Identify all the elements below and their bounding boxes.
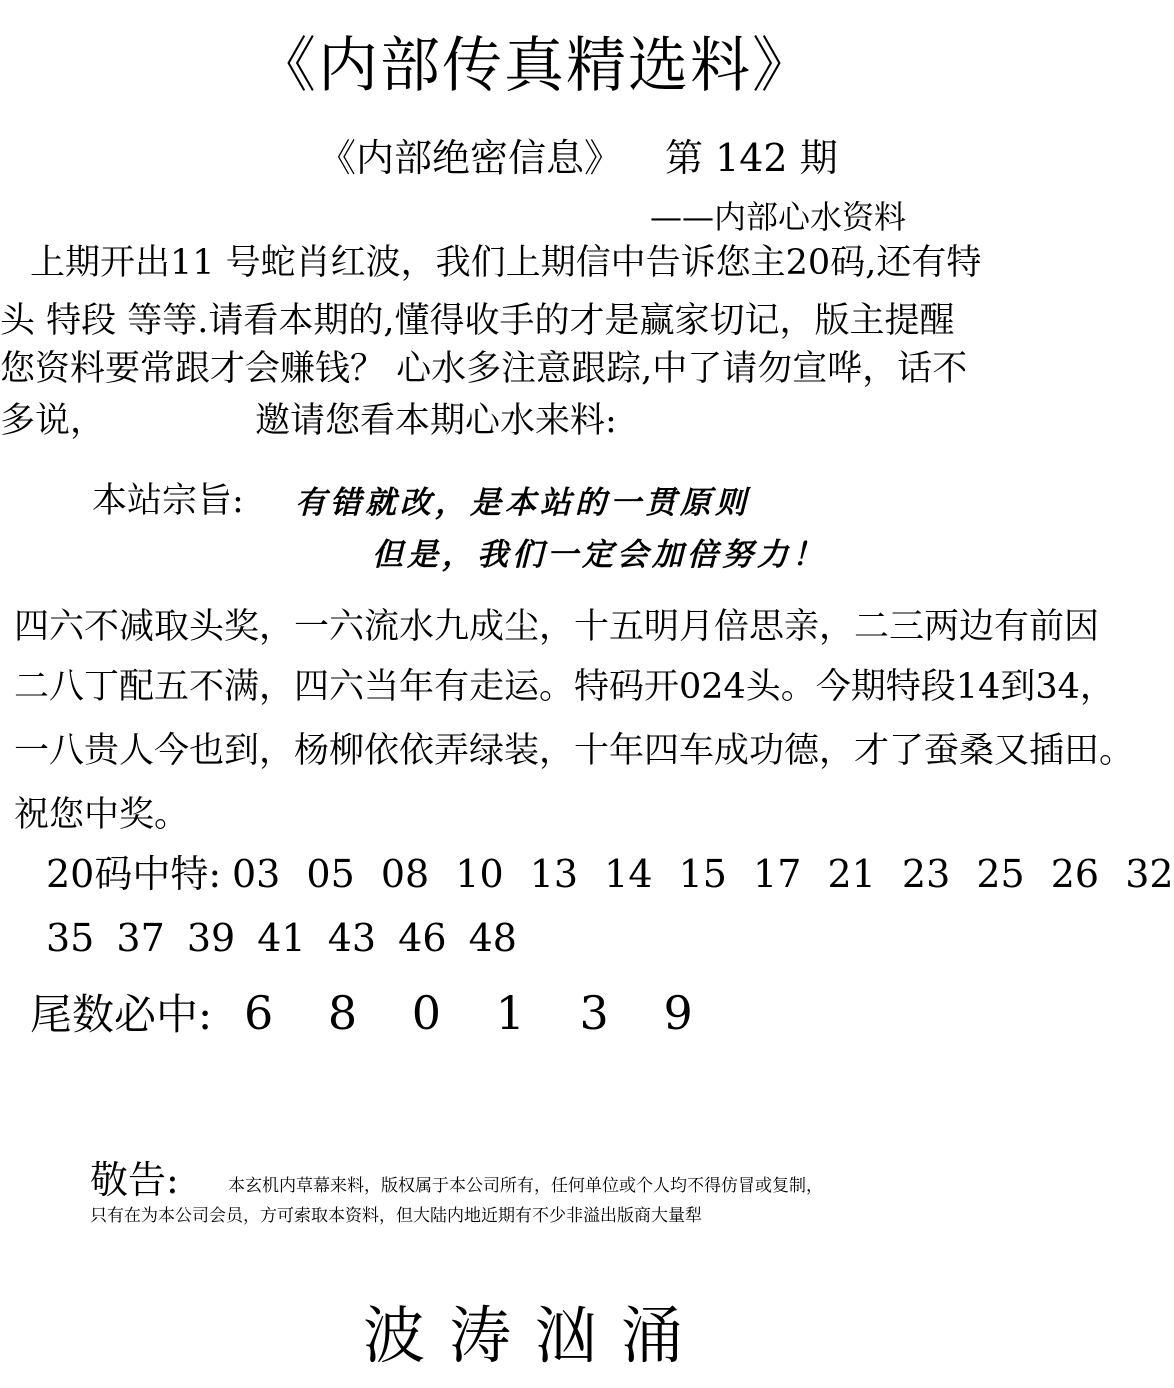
- intro-line: 头 特段 等等.请看本期的,懂得收手的才是赢家切记，版主提醒: [0, 301, 955, 341]
- intro-line: 您资料要常跟才会赚钱？ 心水多注意跟踪,中了请勿宣哗，话不: [0, 349, 968, 389]
- page-title: 《内部传真精选料》: [256, 31, 814, 101]
- issue-number: 第 142 期: [665, 136, 838, 180]
- tail-label: 尾数必中:: [30, 990, 213, 1039]
- numbers-line: 03 05 08 10 13 14 15 17 21 23 25 26 32: [232, 852, 1174, 896]
- poem-line: 二八丁配五不满，四六当年有走运。特码开024头。今期特段14到34，: [14, 667, 1115, 707]
- motto-line: 有错就改，是本站的一贯原则: [295, 485, 750, 521]
- motto-label: 本站宗旨:: [92, 481, 244, 521]
- tail-values: 6 8 0 1 3 9: [244, 986, 713, 1040]
- poem-line: 祝您中奖。: [14, 795, 190, 835]
- intro-line: [0, 398, 617, 444]
- intro-invitation: 邀请您看本期心水来料:: [255, 401, 617, 441]
- numbers-label: 20码中特:: [46, 852, 222, 896]
- closing-slogan: 波涛汹涌: [362, 1299, 707, 1372]
- poem-line: 一八贵人今也到，杨柳依依弄绿装，十年四车成功德，才了蚕桑又插田。: [14, 731, 1135, 771]
- motto-line: 但是，我们一定会加倍努力！: [372, 537, 827, 573]
- numbers-line: 35 37 39 41 43 46 48: [46, 916, 517, 960]
- poem-line: 四六不减取头奖，一六流水九成尘，十五明月倍思亲，二三两边有前因: [14, 607, 1100, 647]
- notice-line: 本玄机内草幕来料，版权属于本公司所有，任何单位或个人均不得仿冒或复制，: [228, 1176, 823, 1196]
- notice-line: 只有在为本公司会员，方可索取本资料，但大陆内地近期有不少非溢出版商大量犁: [90, 1206, 702, 1226]
- notice-label: 敬告:: [90, 1158, 179, 1202]
- intro-closing-start: 多说，: [0, 401, 106, 441]
- source-line: ——内部心水资料: [650, 198, 907, 236]
- subtitle: 《内部绝密信息》: [318, 136, 623, 180]
- intro-line: 上期开出11 号蛇肖红波，我们上期信中告诉您主20码,还有特: [30, 243, 982, 283]
